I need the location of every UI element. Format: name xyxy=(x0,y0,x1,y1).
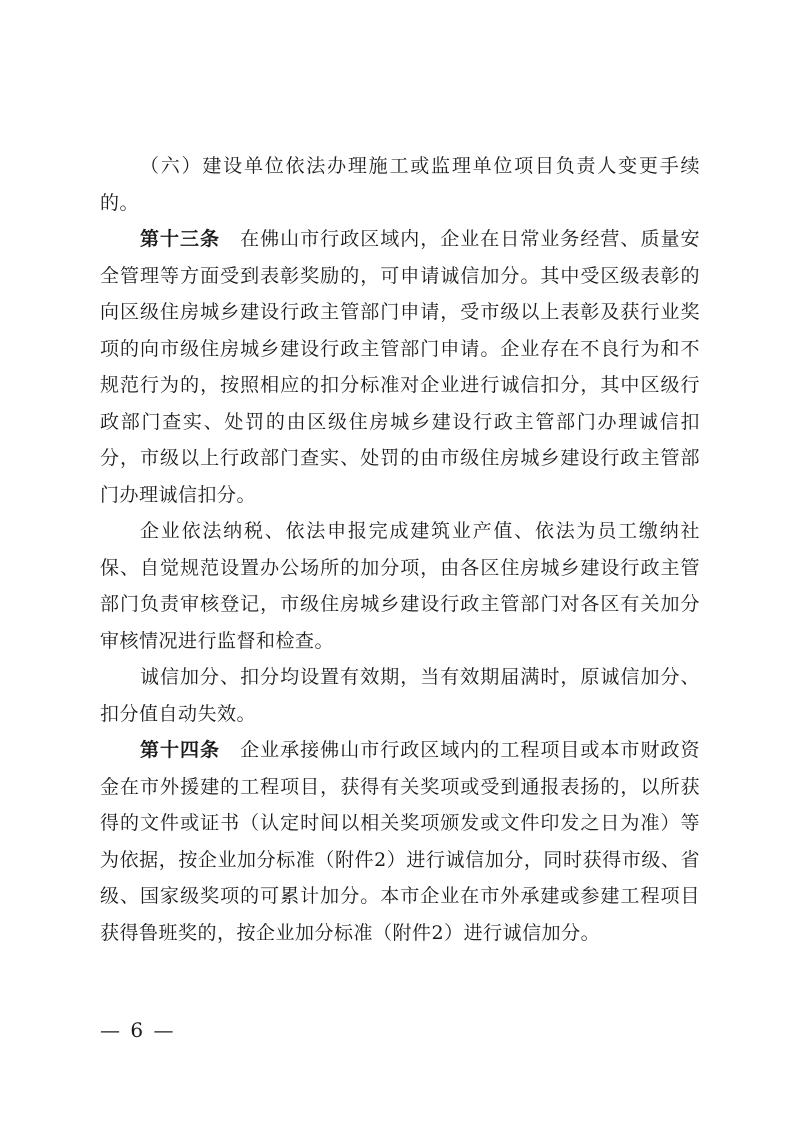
paragraph-bonus-items xyxy=(100,513,700,659)
paragraph-text: 在佛山市行政区域内，企业在日常业务经营、质量安全管理等方面受到表彰奖励的，可申请诚信加分。其中受区级表彰的向区级住房城乡建设行政主管部门申请，受市级以上表彰及获行业奖项的向市级住房城乡建设行政主管部门申请。企业存在不良行为和不规范行为的，按照相应的扣分标准对企业进行诚信扣分，其中区级行政部门查实、处罚的由区级住房城乡建设行政主管部门办理诚信扣分，市级以上行政部门查实、处罚的由市级住房城乡建设行政主管部门办理诚信扣分。 xyxy=(100,228,700,506)
paragraph-text: 诚信加分、扣分均设置有效期，当有效期届满时，原诚信加分、扣分值自动失效。 xyxy=(100,666,700,725)
article-label: 第十三条 xyxy=(140,228,221,250)
page-number: — 6 — xyxy=(100,1018,176,1042)
paragraph-article-14 xyxy=(100,732,700,951)
paragraph-text: 企业依法纳税、依法申报完成建筑业产值、依法为员工缴纳社保、自觉规范设置办公场所的加分项，由各区住房城乡建设行政主管部门负责审核登记，市级住房城乡建设行政主管部门对各区有关加分审核情况进行监督和检查。 xyxy=(100,520,700,652)
paragraph-item-6 xyxy=(100,148,700,221)
paragraph-article-13 xyxy=(100,221,700,513)
article-label: 第十四条 xyxy=(140,739,221,761)
paragraph-text: 企业承接佛山市行政区域内的工程项目或本市财政资金在市外援建的工程项目，获得有关奖项或受到通报表扬的，以所获得的文件或证书（认定时间以相关奖项颁发或文件印发之日为准）等为依据，按企业加分标准（附件2）进行诚信加分，同时获得市级、省级、国家级奖项的可累计加分。本市企业在市外承建或参建工程项目获得鲁班奖的，按企业加分标准（附件2）进行诚信加分。 xyxy=(100,739,700,944)
document-body xyxy=(100,148,700,951)
paragraph-text: （六）建设单位依法办理施工或监理单位项目负责人变更手续的。 xyxy=(100,155,700,214)
paragraph-validity xyxy=(100,659,700,732)
